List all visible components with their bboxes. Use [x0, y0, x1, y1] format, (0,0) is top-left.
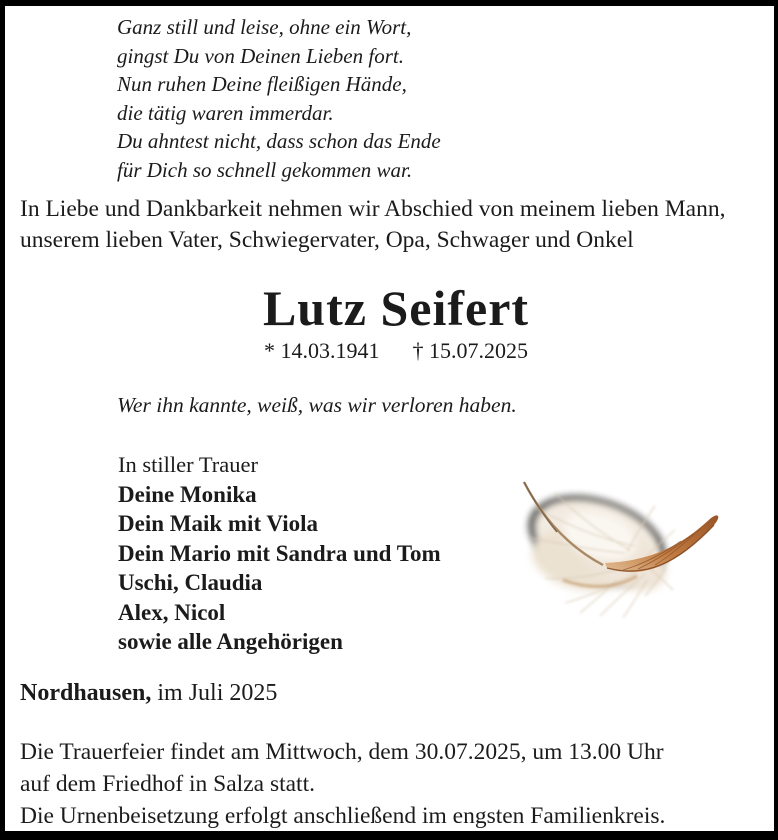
poem-line: Nun ruhen Deine fleißigen Hände, — [117, 72, 407, 96]
death-date: † 15.07.2025 — [412, 338, 528, 363]
mourner-name: Dein Mario mit Sandra und Tom — [118, 540, 441, 566]
frame-edge-left — [0, 0, 5, 840]
memorial-poem — [117, 13, 441, 184]
feather-icon — [505, 468, 735, 628]
funeral-info — [20, 736, 665, 832]
poem-line: gingst Du von Deinen Lieben fort. — [117, 43, 404, 68]
deceased-name: Lutz Seifert — [262, 280, 530, 336]
funeral-line: Die Trauerfeier findet am Mittwoch, dem 30.07.2025, um 13.00 Uhr — [20, 739, 664, 765]
place-name: Nordhausen, — [20, 680, 152, 706]
birth-date: * 14.03.1941 — [264, 338, 380, 363]
poem-line: Ganz still und leise, ohne ein Wort, — [117, 15, 412, 39]
epitaph: Wer ihn kannte, weiß, was wir verloren haben. — [117, 393, 517, 417]
frame-edge-top — [0, 0, 778, 6]
frame-edge-bottom — [0, 831, 778, 840]
place-date-line — [20, 680, 277, 707]
mourner-name: Alex, Nicol — [118, 599, 226, 625]
place-date: im Juli 2025 — [151, 680, 278, 706]
mourner-name: Deine Monika — [118, 481, 257, 507]
intro-line: unserem lieben Vater, Schwiegervater, Opa, Schwager und Onkel — [20, 227, 634, 253]
poem-line: für Dich so schnell gekommen war. — [117, 157, 413, 182]
mourner-name: sowie alle Angehörigen — [118, 629, 343, 654]
mourners-list — [118, 450, 441, 657]
farewell-intro — [20, 194, 725, 256]
mourners-lead: In stiller Trauer — [118, 452, 258, 477]
intro-line: In Liebe und Dankbarkeit nehmen wir Abschied von meinem lieben Mann, — [20, 196, 726, 222]
mourner-name: Dein Maik mit Viola — [118, 511, 318, 536]
poem-line: die tätig waren immerdar. — [117, 100, 334, 125]
funeral-line: Die Urnenbeisetzung erfolgt anschließend im engsten Familienkreis. — [20, 803, 666, 829]
poem-line: Du ahntest nicht, dass schon das Ende — [117, 129, 441, 153]
funeral-line: auf dem Friedhof in Salza statt. — [20, 771, 315, 797]
life-dates — [0, 338, 778, 364]
frame-edge-right — [774, 0, 778, 840]
deceased-name-block — [0, 281, 778, 336]
mourner-name: Uschi, Claudia — [118, 570, 263, 595]
